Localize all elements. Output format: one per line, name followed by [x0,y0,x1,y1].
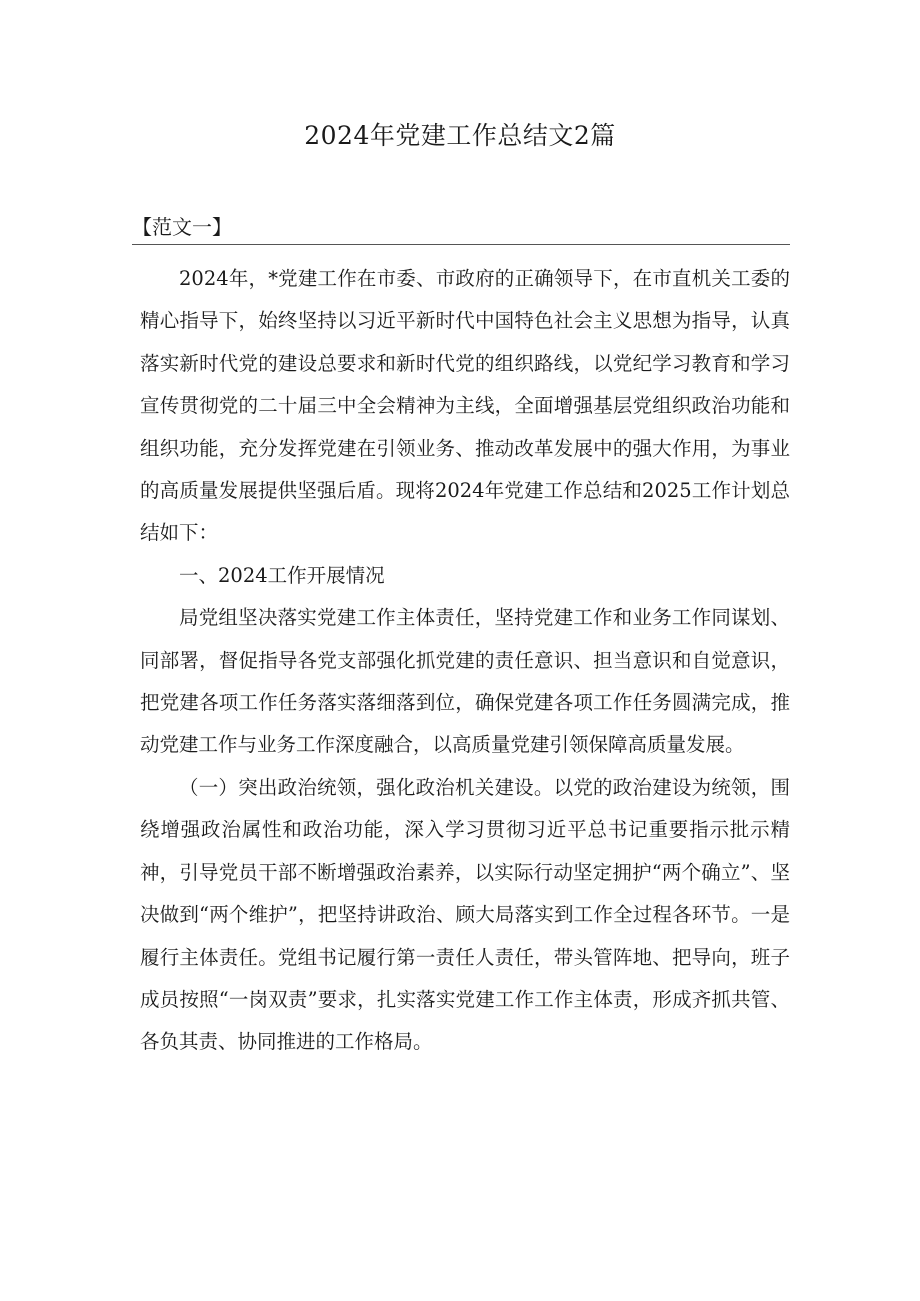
paragraph-political-leadership: （一）突出政治统领，强化政治机关建设。以党的政治建设为统领，围绕增强政治属性和政治功能，深入学习贯彻习近平总书记重要指示批示精神，引导党员干部不断增强政治素养，以实际行动坚定拥护“两个确立”、坚决做到“两个维护”，把坚持讲政治、顾大局落实到工作全过程各环节。一是履行主体责任。党组书记履行第一责任人责任，带头管阵地、把导向，班子成员按照“一岗双责”要求，扎实落实党建工作工作主体责，形成齐抓共管、各负其责、协同推进的工作格局。 [140,775,790,1054]
section-label: 【范文一】 [132,215,232,239]
document-body [140,258,790,1064]
paragraph-responsibility: 局党组坚决落实党建工作主体责任，坚持党建工作和业务工作同谋划、同部署，督促指导各党支部强化抓党建的责任意识、担当意识和自觉意识，把党建各项工作任务落实落细落到位，确保党建各项工作任务圆满完成，推动党建工作与业务工作深度融合，以高质量党建引领保障高质量发展。 [140,606,790,757]
document-title: 2024年党建工作总结文2篇 [304,121,616,150]
heading-section-one: 一、2024工作开展情况 [179,563,385,587]
paragraph-intro: 2024年，*党建工作在市委、市政府的正确领导下，在市直机关工委的精心指导下，始终坚持以习近平新时代中国特色社会主义思想为指导，认真落实新时代党的建设总要求和新时代党的组织路线，以党纪学习教育和学习宣传贯彻党的二十届三中全会精神为主线，全面增强基层党组织政治功能和组织功能，充分发挥党建在引领业务、推动改革发展中的强大作用，为事业的高质量发展提供坚强后盾。现将2024年党建工作总结和2025工作计划总结如下： [140,267,790,545]
section-divider [132,244,790,245]
